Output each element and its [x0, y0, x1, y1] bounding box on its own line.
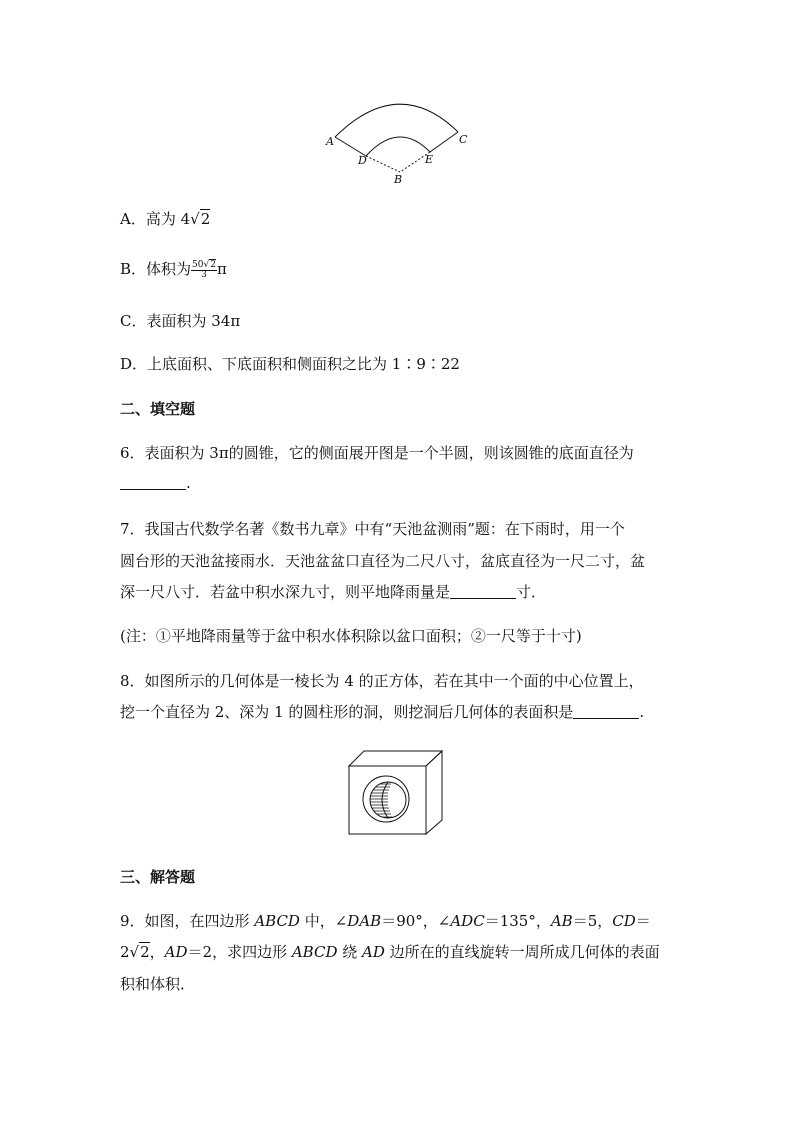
- section3-title: 三、解答题: [120, 868, 196, 886]
- edge-ce: [430, 132, 458, 152]
- q9-var: AD: [164, 943, 188, 961]
- q9-var: ADC: [450, 912, 485, 930]
- q9-line2: [120, 941, 660, 962]
- q9-text: ＝135°，: [484, 912, 551, 930]
- sqrt-symbol: √: [129, 943, 140, 961]
- q9-var: CD: [612, 912, 636, 930]
- hole-inner-circle: [370, 782, 406, 818]
- q9-text: 边所在的直线旋转一周所成几何体的表面: [384, 943, 660, 961]
- cube-hole-figure: [346, 748, 446, 838]
- label-c: C: [459, 133, 468, 146]
- inner-arc: [366, 137, 430, 156]
- cube-side-face: [426, 751, 442, 834]
- option-c: C．表面积为 34π: [120, 312, 241, 330]
- label-e: E: [425, 153, 434, 166]
- q9-text: ＝5，: [572, 912, 613, 930]
- q7-line3-end: 寸．: [516, 583, 547, 601]
- frac-num-coef: 50: [192, 259, 204, 270]
- option-d: D．上底面积、下底面积和侧面积之比为 1∶9∶22: [120, 355, 460, 373]
- label-a: A: [326, 135, 334, 148]
- q9-text: 9．如图，在四边形: [120, 912, 255, 930]
- label-d: D: [358, 154, 367, 167]
- dash-db: [366, 156, 400, 172]
- q9-text: ＝2，求四边形: [187, 943, 292, 961]
- q9-var: AB: [550, 912, 573, 930]
- option-b-fraction: $\frac{50√2}{3}$: [192, 259, 216, 280]
- q9-var: AD: [362, 943, 385, 961]
- q8-period: .: [639, 703, 645, 721]
- q6-line1: 6．表面积为 3π的圆锥，它的侧面展开图是一个半圆，则该圆锥的底面直径为: [120, 444, 634, 462]
- q6-period: .: [186, 474, 191, 492]
- hole-right-half: [382, 782, 388, 818]
- option-b: [120, 258, 227, 280]
- label-b: B: [394, 173, 403, 186]
- q7-line3-start: 深一尺八寸．若盆中积水深九寸，则平地降雨量是: [120, 583, 451, 601]
- option-b-text: B．体积为: [120, 260, 192, 278]
- frustum-net-figure: [320, 90, 480, 190]
- section2-title: 二、填空题: [120, 400, 196, 418]
- q8-answer-blank[interactable]: [573, 717, 639, 719]
- q8-line2: [120, 701, 644, 722]
- q9-line1: [120, 910, 651, 931]
- q8-line2-start: 挖一个直径为 2、深为 1 的圆柱形的洞，则挖洞后几何体的表面积是: [120, 703, 574, 721]
- frac-num-radicand: 2: [210, 259, 216, 270]
- outer-arc: [335, 104, 458, 137]
- option-a-radicand: 2: [200, 210, 211, 228]
- q9-text: ＝90°，∠: [381, 912, 451, 930]
- sqrt-symbol: √: [190, 210, 200, 228]
- q9-text: ，: [149, 943, 165, 961]
- q9-line3: 积和体积．: [120, 975, 196, 993]
- q9-var: ABCD: [291, 943, 338, 961]
- option-a: [120, 208, 210, 229]
- q9-var: DAB: [347, 912, 382, 930]
- q9-radicand: 2: [140, 943, 150, 961]
- q9-text: 2: [120, 943, 130, 961]
- q9-var: ABCD: [254, 912, 300, 930]
- q9-text: 中，∠: [299, 912, 348, 930]
- q7-line2: 圆台形的天池盆接雨水．天池盆盆口直径为二尺八寸，盆底直径为一尺二寸，盆: [120, 552, 646, 570]
- q6-line2: [120, 474, 191, 492]
- q7-line1: 7．我国古代数学名著《数书九章》中有“天池盆测雨”题：在下雨时，用一个: [120, 520, 625, 538]
- q6-answer-blank[interactable]: [120, 488, 186, 490]
- q7-note: (注：①平地降雨量等于盆中积水体积除以盆口面积；②一尺等于十寸): [120, 627, 582, 645]
- q7-line3: [120, 581, 546, 602]
- option-a-text: A．高为 4: [120, 210, 191, 228]
- q9-text: ＝: [635, 912, 651, 930]
- q7-answer-blank[interactable]: [450, 597, 516, 599]
- q9-text: 绕: [337, 943, 363, 961]
- q8-line1: 8．如图所示的几何体是一棱长为 4 的正方体，若在其中一个面的中心位置上，: [120, 672, 644, 690]
- frac-den: 3: [201, 269, 207, 280]
- option-b-suffix: π: [216, 260, 227, 278]
